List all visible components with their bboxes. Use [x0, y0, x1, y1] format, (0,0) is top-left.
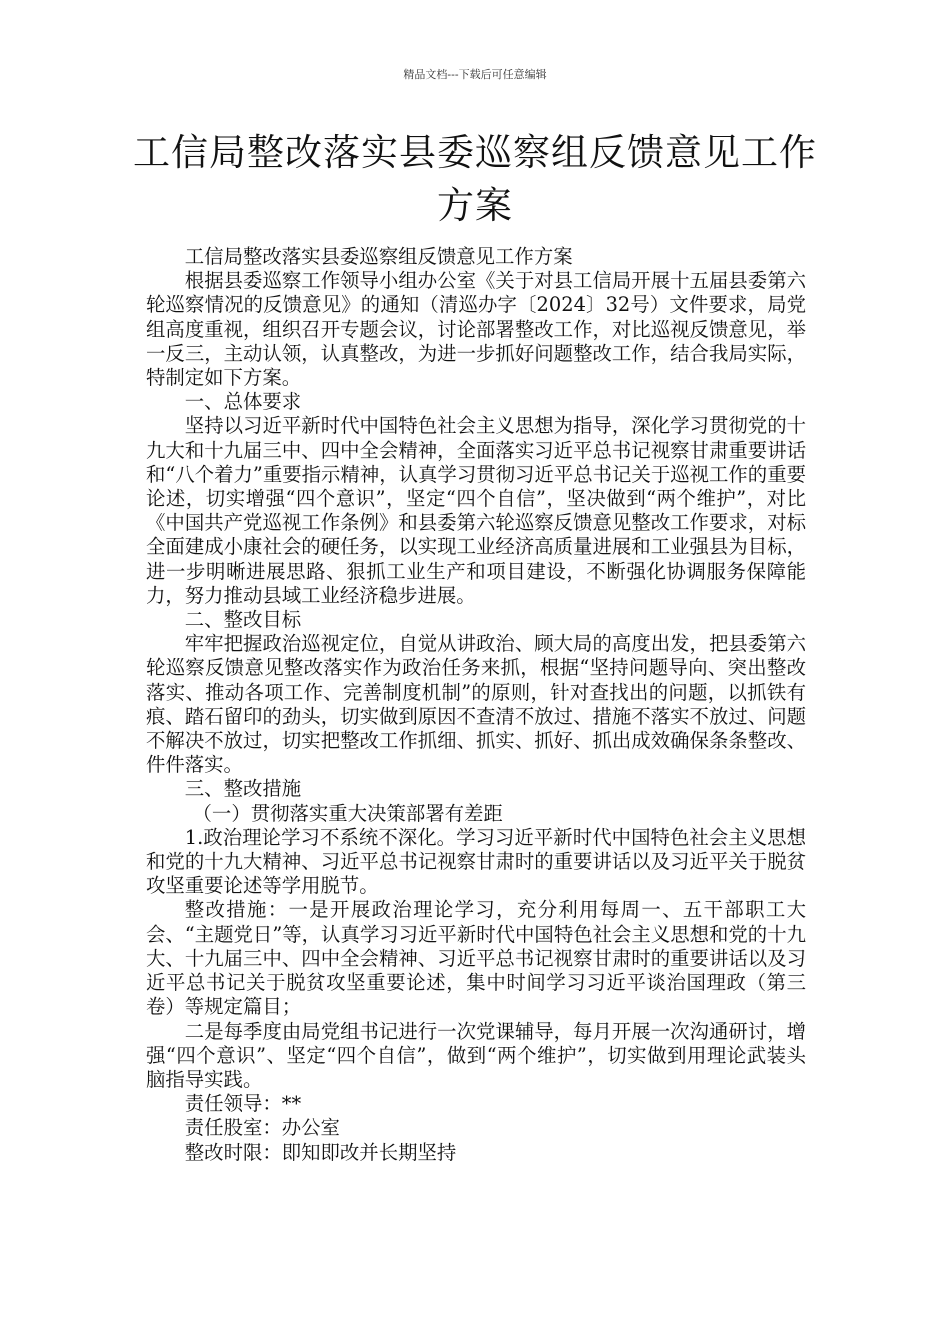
intro-paragraph: 根据县委巡察工作领导小组办公室《关于对县工信局开展十五届县委第六轮巡察情况的反馈意见》的通知（清巡办字〔2024〕32号）文件要求，局党组高度重视，组织召开专题会议，讨论部署整改工作，对比巡视反馈意见，举一反三，主动认领，认真整改，为进一步抓好问题整改工作，结合我局实际，特制定如下方案。: [146, 269, 806, 390]
general-requirements-paragraph: 坚持以习近平新时代中国特色社会主义思想为指导，深化学习贯彻党的十九大和十九届三中、四中全会精神，全面落实习近平总书记视察甘肃重要讲话和“八个着力”重要指示精神，认真学习贯彻习近平总书记关于巡视工作的重要论述，切实增强“四个意识”，坚定“四个自信”，坚决做到“两个维护”，对比《中国共产党巡视工作条例》和县委第六轮巡察反馈意见整改工作要求，对标全面建成小康社会的硬任务，以实现工业经济高质量进展和工业强县为目标，进一步明晰进展思路、狠抓工业生产和项目建设，不断强化协调服务保障能力，努力推动县域工业经济稳步进展。: [146, 414, 806, 607]
section-heading-goals: 二、整改目标: [184, 608, 302, 632]
responsible-leader: 责任领导：**: [184, 1092, 302, 1116]
section-heading-measures: 三、整改措施: [184, 777, 302, 801]
responsible-office: 责任股室：办公室: [184, 1116, 340, 1140]
header-note: 精品文档---下载后可任意编辑: [403, 68, 547, 81]
goals-paragraph: 牢牢把握政治巡视定位，自觉从讲政治、顾大局的高度出发，把县委第六轮巡察反馈意见整改落实作为政治任务来抓，根据“坚持问题导向、突出整改落实、推动各项工作、完善制度机制”的原则，针对查找出的问题，以抓铁有痕、踏石留印的劲头，切实做到原因不查清不放过、措施不落实不放过、问题不解决不放过，切实把整改工作抓细、抓实、抓好、抓出成效确保条条整改、件件落实。: [146, 632, 806, 777]
subsection-heading-1: （一）贯彻落实重大决策部署有差距: [192, 801, 503, 825]
measures-paragraph-1: 整改措施：一是开展政治理论学习，充分利用每周一、五干部职工大会、“主题党日”等，认真学习习近平新时代中国特色社会主义思想和党的十九大、十九届三中、四中全会精神、习近平总书记视察甘肃时的重要讲话以及习近平总书记关于脱贫攻坚重要论述，集中时间学习习近平谈治国理政（第三卷）等规定篇目；: [146, 898, 806, 1019]
page-title: 工信局整改落实县委巡察组反馈意见工作方案: [133, 131, 817, 227]
measures-paragraph-2: 二是每季度由局党组书记进行一次党课辅导，每月开展一次沟通研讨，增强“四个意识”、坚定“四个自信”，做到“两个维护”，切实做到用理论武装头脑指导实践。: [146, 1019, 806, 1091]
section-heading-general-requirements: 一、总体要求: [184, 390, 302, 414]
deadline: 整改时限：即知即改并长期坚持: [184, 1140, 457, 1164]
issue-paragraph-1: 1.政治理论学习不系统不深化。学习习近平新时代中国特色社会主义思想和党的十九大精神、习近平总书记视察甘肃时的重要讲话以及习近平关于脱贫攻坚重要论述等学用脱节。: [146, 825, 806, 898]
document-body: [146, 245, 806, 1165]
subtitle-paragraph: 工信局整改落实县委巡察组反馈意见工作方案: [184, 245, 573, 268]
